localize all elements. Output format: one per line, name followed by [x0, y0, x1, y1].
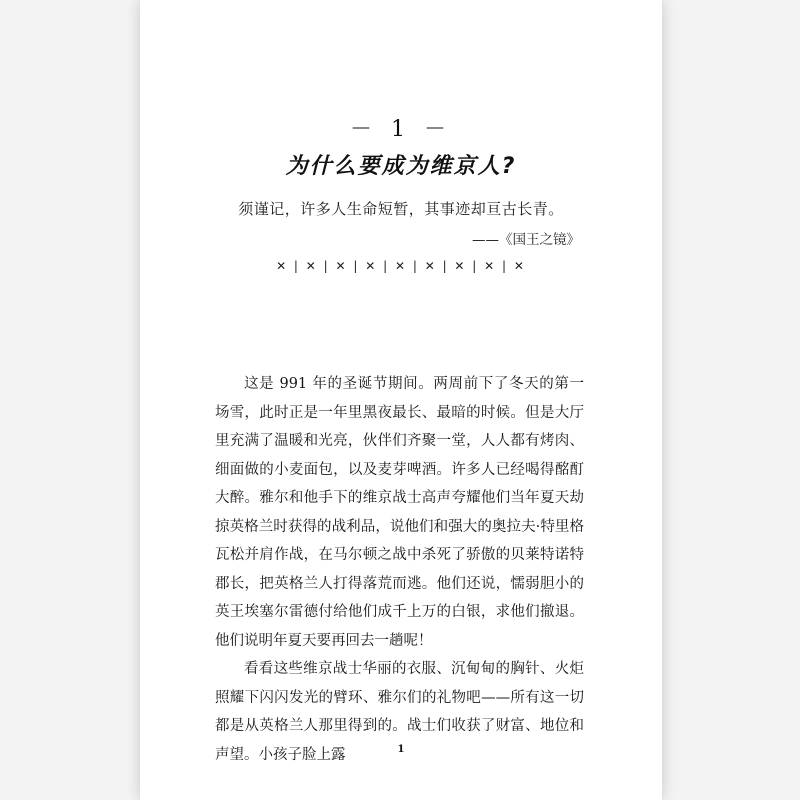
book-page — [140, 0, 662, 800]
section-ornament: ✕ | ✕ | ✕ | ✕ | ✕ | ✕ | ✕ | ✕ | ✕ — [276, 259, 526, 273]
body-text — [215, 370, 584, 769]
epigraph-source: ——《国王之镜》 — [472, 232, 580, 248]
epigraph-quote: 须谨记，许多人生命短暂，其事迹却亘古长青。 — [238, 200, 564, 218]
chapter-number: － 1 － — [350, 117, 452, 142]
paragraph: 看看这些维京战士华丽的衣服、沉甸甸的胸针、火炬照耀下闪闪发光的臂环、雅尔们的礼物吧——所有这一切都是从英格兰人那里得到的。战士们收获了财富、地位和声望。小孩子脸上露 — [215, 661, 584, 763]
chapter-title: 为什么要成为维京人? — [285, 154, 517, 179]
paragraph: 这是 991 年的圣诞节期间。两周前下了冬天的第一场雪，此时正是一年里黑夜最长、最暗的时候。但是大厅里充满了温暖和光亮，伙伴们齐聚一堂，人人都有烤肉、细面做的小麦面包，以及麦芽啤酒。许多人已经喝得酩酊大醉。雅尔和他手下的维京战士高声夸耀他们当年夏天劫掠英格兰时获得的战利品，说他们和强大的奥拉夫·特里格瓦松并肩作战，在马尔顿之战中杀死了骄傲的贝莱特诺特郡长，把英格兰人打得落荒而逃。他们还说，懦弱胆小的英王埃塞尔雷德付给他们成千上万的白银，求他们撤退。他们说明年夏天要再回去一趟呢！ — [215, 376, 584, 649]
page-number: 1 — [397, 744, 405, 755]
